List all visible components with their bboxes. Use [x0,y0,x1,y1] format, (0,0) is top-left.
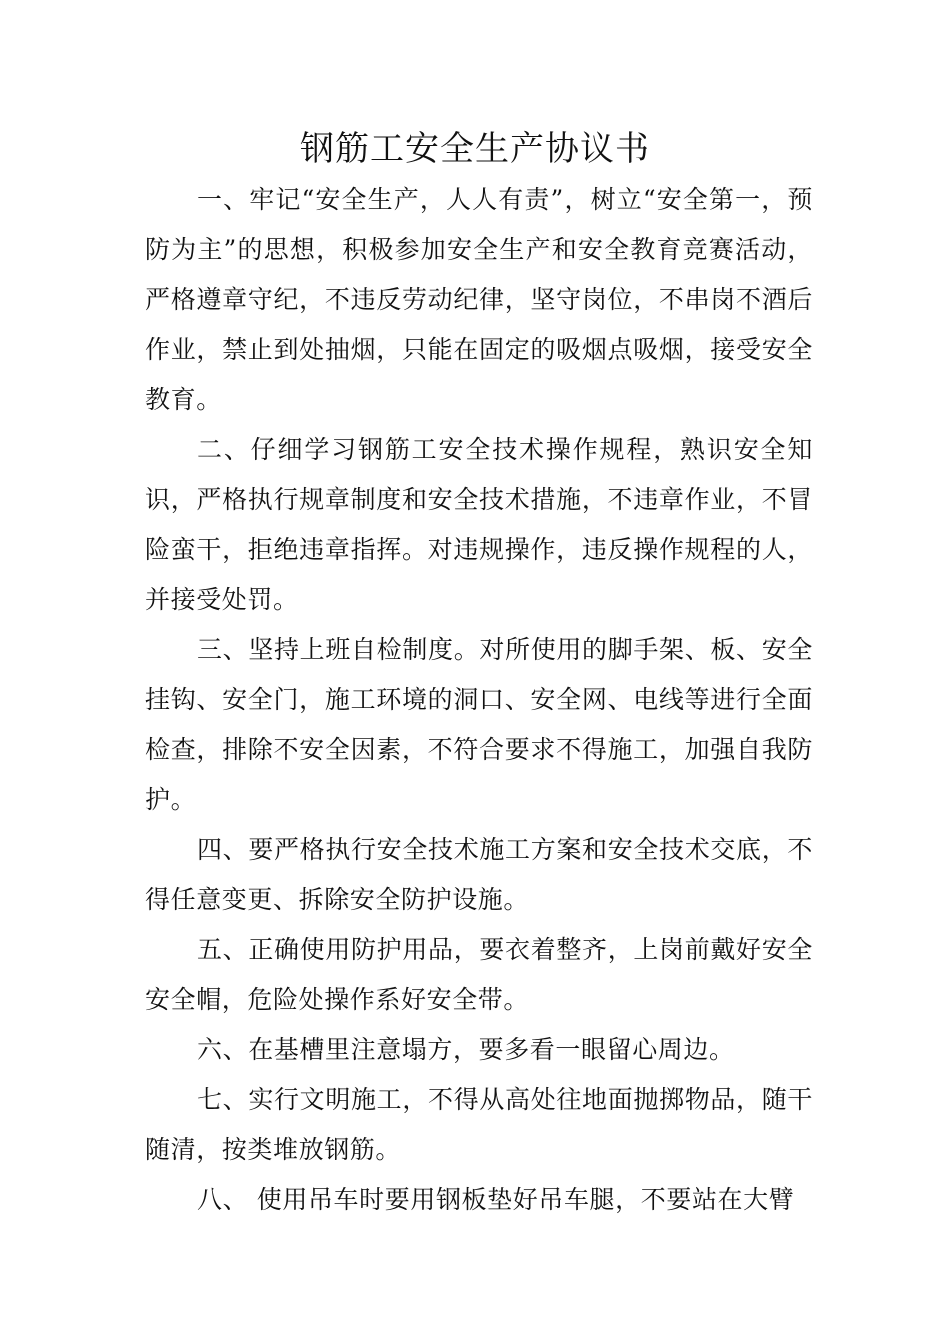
clause-7: 七、实行文明施工，不得从高处往地面抛掷物品，随干随清，按类堆放钢筋。 [145,1085,813,1164]
document-body [145,175,813,1225]
clause-1: 一、牢记“安全生产，人人有责”，树立“安全第一，预防为主”的思想，积极参加安全生产和安全教育竞赛活动，严格遵章守纪，不违反劳动纪律，坚守岗位，不串岗不酒后作业，禁止到处抽烟，只能在固定的吸烟点吸烟，接受安全教育。 [145,185,813,414]
clause-4: 四、要严格执行安全技术施工方案和安全技术交底，不得任意变更、拆除安全防护设施。 [145,835,813,914]
clause-8: 八、 使用吊车时要用钢板垫好吊车腿，不要站在大臂 [197,1185,795,1214]
document-title: 钢筋工安全生产协议书 [300,129,650,169]
clause-5: 五、正确使用防护用品，要衣着整齐，上岗前戴好安全安全帽，危险处操作系好安全带。 [145,935,813,1014]
clause-2: 二、仔细学习钢筋工安全技术操作规程，熟识安全知识，严格执行规章制度和安全技术措施，不违章作业，不冒险蛮干，拒绝违章指挥。对违规操作，违反操作规程的人，并接受处罚。 [145,435,813,614]
clause-6: 六、在基槽里注意塌方，要多看一眼留心周边。 [197,1035,735,1064]
clause-3: 三、坚持上班自检制度。对所使用的脚手架、板、安全挂钩、安全门，施工环境的洞口、安全网、电线等进行全面检查，排除不安全因素，不符合要求不得施工，加强自我防护。 [145,635,813,814]
